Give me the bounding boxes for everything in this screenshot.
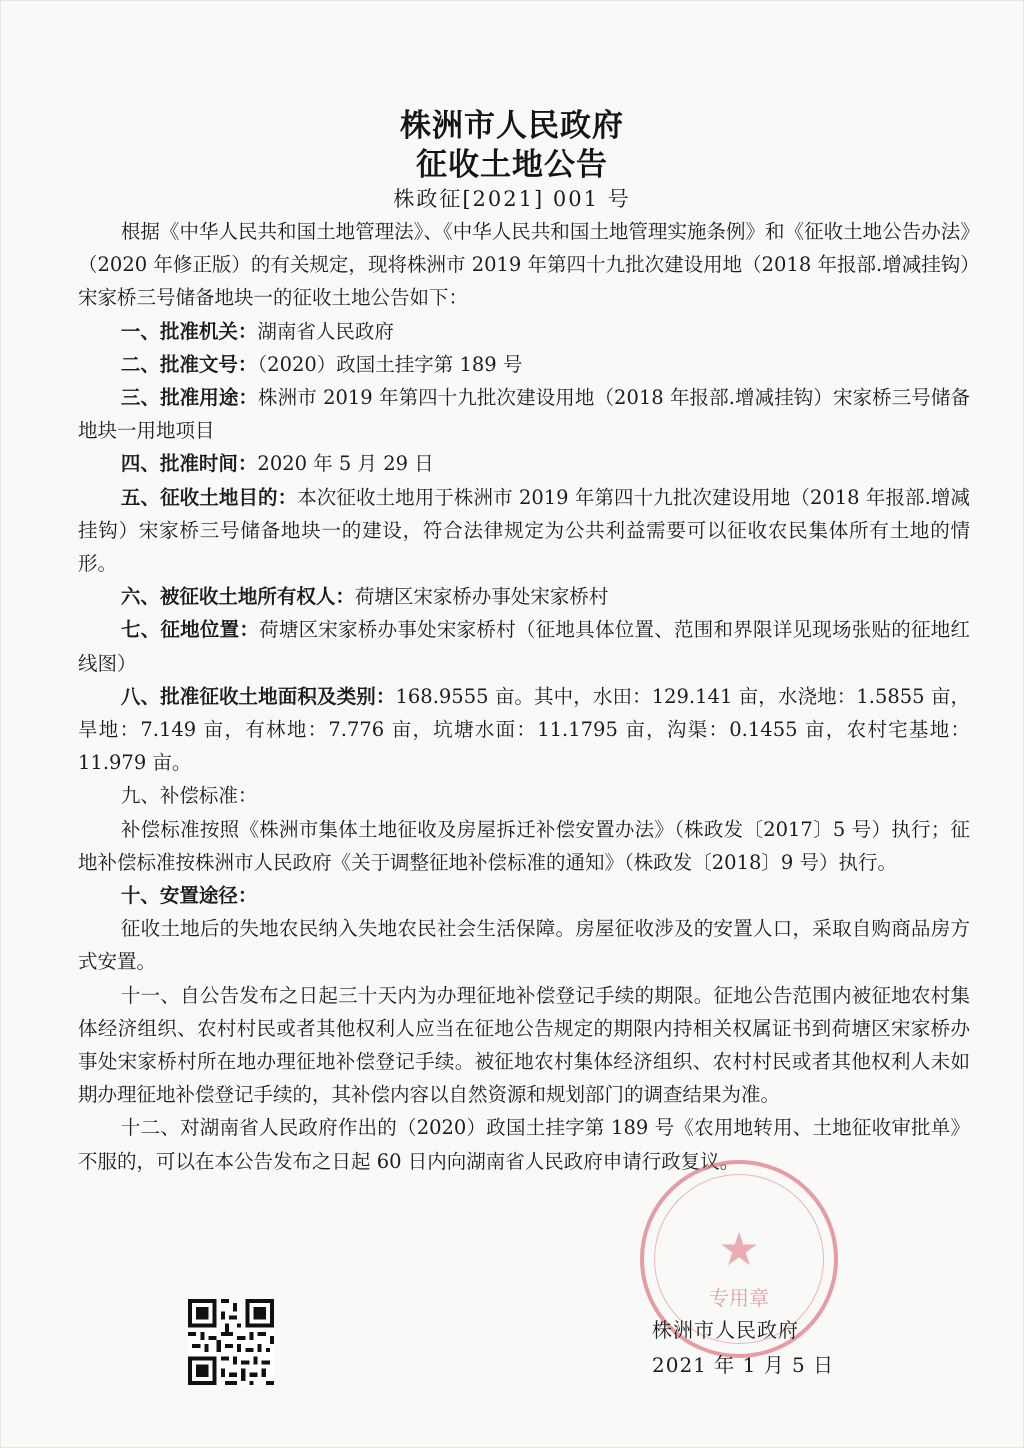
item-text: 荷塘区宋家桥办事处宋家桥村 xyxy=(354,585,609,609)
item-approval-date xyxy=(78,447,970,480)
intro-paragraph: 根据《中华人民共和国土地管理法》、《中华人民共和国土地管理实施条例》和《征收土地公告办法》（2020 年修正版）的有关规定，现将株洲市 2019 年第四十九批次建设用地（2018 年报部.增减挂钩）宋家桥三号储备地块一的征收土地公告如下： xyxy=(78,220,970,310)
item-label: 六、被征收土地所有权人： xyxy=(120,585,355,609)
qr-code-icon xyxy=(188,1299,274,1385)
item12-paragraph: 十二、对湖南省人民政府作出的（2020）政国土挂字第 189 号《农用地转用、土地征收审批单》不服的，可以在本公告发布之日起 60 日内向湖南省人民政府申请行政复议。 xyxy=(78,1116,970,1173)
item-label: 七、征地位置： xyxy=(120,618,260,642)
item-text: 荷塘区宋家桥办事处宋家桥村（征地具体位置、范围和界限详见现场张贴的征地红线图） xyxy=(78,618,970,675)
title-line-1: 株洲市人民政府 xyxy=(400,108,624,144)
signer-name: 株洲市人民政府 xyxy=(652,1318,799,1342)
item-text: 2020 年 5 月 29 日 xyxy=(257,452,434,476)
item-text: 株洲市 2019 年第四十九批次建设用地（2018 年报部.增减挂钩）宋家桥三号储备地块一用地项目 xyxy=(78,386,970,443)
item-label: 八、批准征收土地面积及类别： xyxy=(120,684,396,708)
item-label: 一、批准机关： xyxy=(120,319,258,343)
title-line-2: 征收土地公告 xyxy=(416,147,608,183)
item-approval-number xyxy=(78,348,970,381)
item9-paragraph: 补偿标准按照《株洲市集体土地征收及房屋拆迁补偿安置办法》（株政发〔2017〕5 号）执行；征地补偿标准按株洲市人民政府《关于调整征地补偿标准的通知》（株政发〔2018〕9 号）执行。 xyxy=(78,817,970,874)
item10-heading: 十、安置途径： xyxy=(120,884,258,908)
item-label: 三、批准用途： xyxy=(120,386,259,410)
item-text: 本次征收土地用于株洲市 2019 年第四十九批次建设用地（2018 年报部.增减挂钩）宋家桥三号储备地块一的建设，符合法律规定为公共利益需要可以征收农民集体所有土地的情形。 xyxy=(78,485,970,576)
item10-paragraph: 征收土地后的失地农民纳入失地农民社会生活保障。房屋征收涉及的安置人口，采取自购商品房方式安置。 xyxy=(78,917,970,974)
item-text: 湖南省人民政府 xyxy=(257,319,394,343)
item9-heading: 九、补偿标准： xyxy=(120,784,258,808)
item-label: 四、批准时间： xyxy=(120,452,258,476)
item-text: 168.9555 亩。其中，水田：129.141 亩，水浇地：1.5855 亩，旱地：7.149 亩，有林地：7.776 亩，坑塘水面：11.1795 亩，沟渠：0.1455 亩，农村宅基地：11.979 亩。 xyxy=(78,684,970,775)
item-location xyxy=(78,613,970,679)
item-owner xyxy=(78,580,970,613)
item-approved-use xyxy=(78,381,970,447)
item-text: （2020）政国土挂字第 189 号 xyxy=(257,352,523,376)
item-area xyxy=(78,680,970,780)
item-approval-authority xyxy=(78,315,970,348)
item-label: 二、批准文号： xyxy=(120,352,258,376)
seal-star-icon: ★ xyxy=(718,1222,760,1276)
item-purpose xyxy=(78,481,970,581)
item11-paragraph: 十一、自公告发布之日起三十天内为办理征地补偿登记手续的期限。征地公告范围内被征地农村集体经济组织、农村村民或者其他权利人应当在征地公告规定的期限内持相关权属证书到荷塘区宋家桥办事处宋家桥村所在地办理征地补偿登记手续。被征地农村集体经济组织、农村村民或者其他权利人未如期办理征地补偿登记手续的，其补偿内容以自然资源和规划部门的调查结果为准。 xyxy=(78,983,970,1107)
notice-body xyxy=(78,215,970,1178)
item-label: 五、征收土地目的： xyxy=(120,485,298,509)
notice-date: 2021 年 1 月 5 日 xyxy=(652,1353,835,1377)
seal-text: 专用章 xyxy=(709,1286,769,1310)
document-number: 株政征[2021] 001 号 xyxy=(393,187,631,211)
